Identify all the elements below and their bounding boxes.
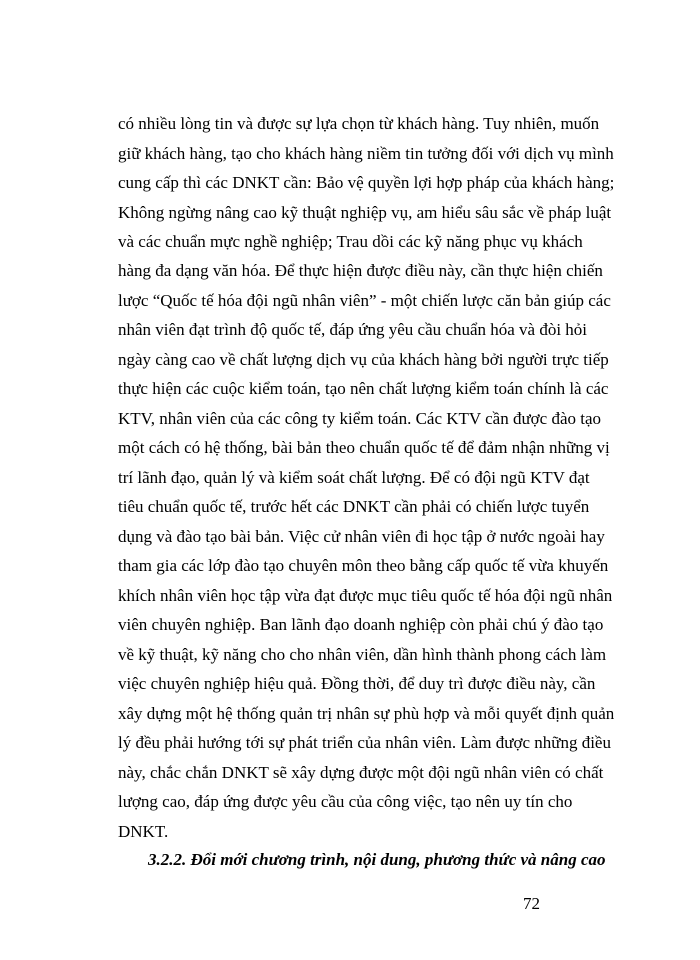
paragraph-line: xây dựng một hệ thống quản trị nhân sự phù hợp và mỗi quyết định quản <box>118 704 615 723</box>
section-heading: 3.2.2. Đổi mới chương trình, nội dung, phương thức và nâng cao <box>148 850 606 869</box>
paragraph-line: ngày càng cao về chất lượng dịch vụ của khách hàng bởi người trực tiếp <box>118 350 609 369</box>
paragraph-line: tham gia các lớp đào tạo chuyên môn theo bằng cấp quốc tế vừa khuyến <box>118 556 609 575</box>
paragraph-line: dụng và đào tạo bài bản. Việc cử nhân viên đi học tập ở nước ngoài hay <box>118 527 605 546</box>
paragraph-line: Không ngừng nâng cao kỹ thuật nghiệp vụ, am hiểu sâu sắc về pháp luật <box>118 203 612 222</box>
paragraph-line: thực hiện các cuộc kiểm toán, tạo nên chất lượng kiểm toán chính là các <box>118 379 609 398</box>
paragraph-line: cung cấp thì các DNKT cần: Bảo vệ quyền lợi hợp pháp của khách hàng; <box>118 173 615 192</box>
paragraph-line: KTV, nhân viên của các công ty kiểm toán. Các KTV cần được đào tạo <box>118 409 602 428</box>
paragraph-line: nhân viên đạt trình độ quốc tế, đáp ứng yêu cầu chuẩn hóa và đòi hỏi <box>118 320 588 339</box>
paragraph-line: khích nhân viên học tập vừa đạt được mục tiêu quốc tế hóa đội ngũ nhân <box>118 586 613 605</box>
paragraph-line: giữ khách hàng, tạo cho khách hàng niềm tin tưởng đối với dịch vụ mình <box>118 144 614 163</box>
paragraph-line: này, chắc chắn DNKT sẽ xây dựng được một đội ngũ nhân viên có chất <box>118 763 604 782</box>
page-number: 72 <box>523 894 540 913</box>
paragraph-line: một cách có hệ thống, bài bản theo chuẩn quốc tế để đảm nhận những vị <box>118 438 610 457</box>
paragraph-line: tiêu chuẩn quốc tế, trước hết các DNKT cần phải có chiến lược tuyển <box>118 497 590 516</box>
paragraph-line: DNKT. <box>118 822 169 841</box>
paragraph-line: về kỹ thuật, kỹ năng cho cho nhân viên, dần hình thành phong cách làm <box>118 645 607 664</box>
paragraph-line: lý đều phải hướng tới sự phát triển của nhân viên. Làm được những điều <box>118 733 611 752</box>
paragraph-line: việc chuyên nghiệp hiệu quả. Đồng thời, để duy trì được điều này, cần <box>118 674 596 693</box>
paragraph-line: trí lãnh đạo, quản lý và kiểm soát chất lượng. Để có đội ngũ KTV đạt <box>118 468 590 487</box>
paragraph-line: lược “Quốc tế hóa đội ngũ nhân viên” - một chiến lược căn bản giúp các <box>118 291 611 310</box>
paragraph-line: và các chuẩn mực nghề nghiệp; Trau dồi các kỹ năng phục vụ khách <box>118 232 583 251</box>
paragraph-line: hàng đa dạng văn hóa. Để thực hiện được điều này, cần thực hiện chiến <box>118 261 603 280</box>
paragraph-line: viên chuyên nghiệp. Ban lãnh đạo doanh nghiệp còn phải chú ý đào tạo <box>118 615 604 634</box>
paragraph-line: lượng cao, đáp ứng được yêu cầu của công việc, tạo nên uy tín cho <box>118 792 573 811</box>
paragraph-line: có nhiều lòng tin và được sự lựa chọn từ khách hàng. Tuy nhiên, muốn <box>118 114 600 133</box>
